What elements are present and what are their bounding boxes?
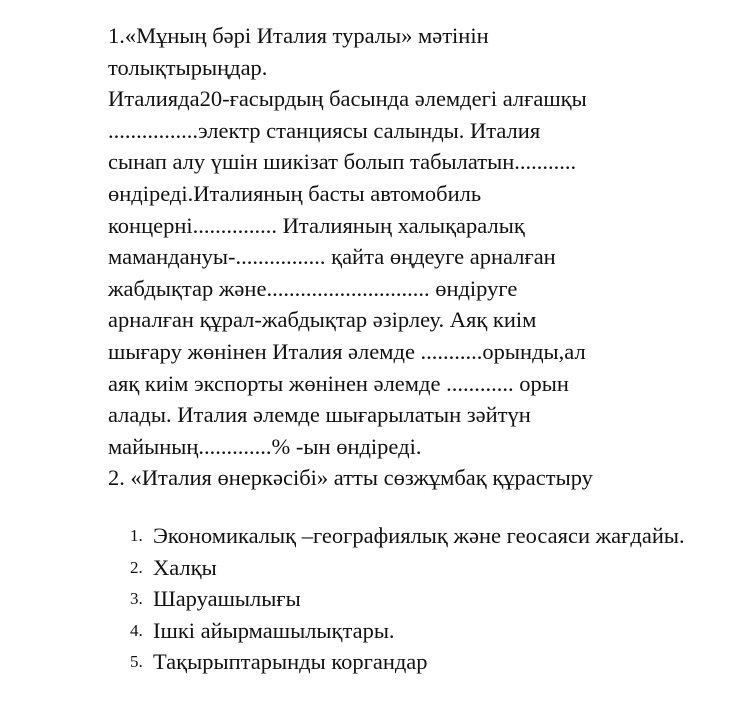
task1-line: шығару жөнінен Италия әлемде ...........орынды,ал (108, 338, 586, 364)
task1-line: арналған құрал-жабдықтар әзірлеу. Аяқ киім (108, 307, 537, 333)
list-item (130, 615, 740, 647)
list-item (130, 583, 740, 615)
task1-line: ................электр станциясы салынды. Италия (108, 117, 541, 143)
task1-line: мамандануы-................ қайта өңдеуге арналған (108, 244, 556, 270)
task1-line: сынап алу үшін шикізат болып табылатын........... (108, 149, 577, 175)
task1-line: 1.«Мұның бәрі Италия туралы» мәтінін (108, 23, 489, 48)
task2-title: 2. «Италия өнеркәсібі» атты сөзжұмбақ құрастыру (108, 465, 593, 491)
document-body (108, 20, 738, 494)
list-item-text: Халқы (153, 554, 217, 580)
list-item-number: 3. (130, 589, 143, 609)
list-item-text: Шаруашылығы (153, 586, 301, 612)
crossword-topics-list (130, 520, 740, 678)
task1-line: аяқ киім экспорты жөнінен әлемде ............ орын (108, 370, 569, 396)
list-item (130, 552, 740, 584)
task1-line: Италияда20-ғасырдың басында әлемдегі алғашқы (108, 86, 587, 112)
task1-line: жабдықтар және............................. өндіруге (108, 275, 518, 301)
task1-line: алады. Италия әлемде шығарылатын зәйтүн (108, 402, 531, 428)
list-item-number: 2. (130, 557, 143, 577)
list-item-number: 1. (130, 526, 143, 545)
list-item-text: Ішкі айырмашылықтары. (153, 617, 395, 643)
task1-line: толықтырыңдар. (108, 54, 268, 80)
list-item-number: 5. (130, 652, 143, 672)
list-item (130, 520, 740, 552)
list-item-text: Тақырыптарынды коргандар (153, 649, 428, 675)
list-item (130, 646, 740, 678)
task1-line: майының.............% -ын өндіреді. (108, 433, 422, 459)
task1-line: концерні............... Италияның халықаралық (108, 212, 525, 238)
task1-line: өндіреді.Италияның басты автомобиль (108, 180, 482, 206)
list-item-text: Экономикалық –географиялық және геосаяси жағдайы. (153, 523, 685, 548)
list-item-number: 4. (130, 620, 143, 640)
